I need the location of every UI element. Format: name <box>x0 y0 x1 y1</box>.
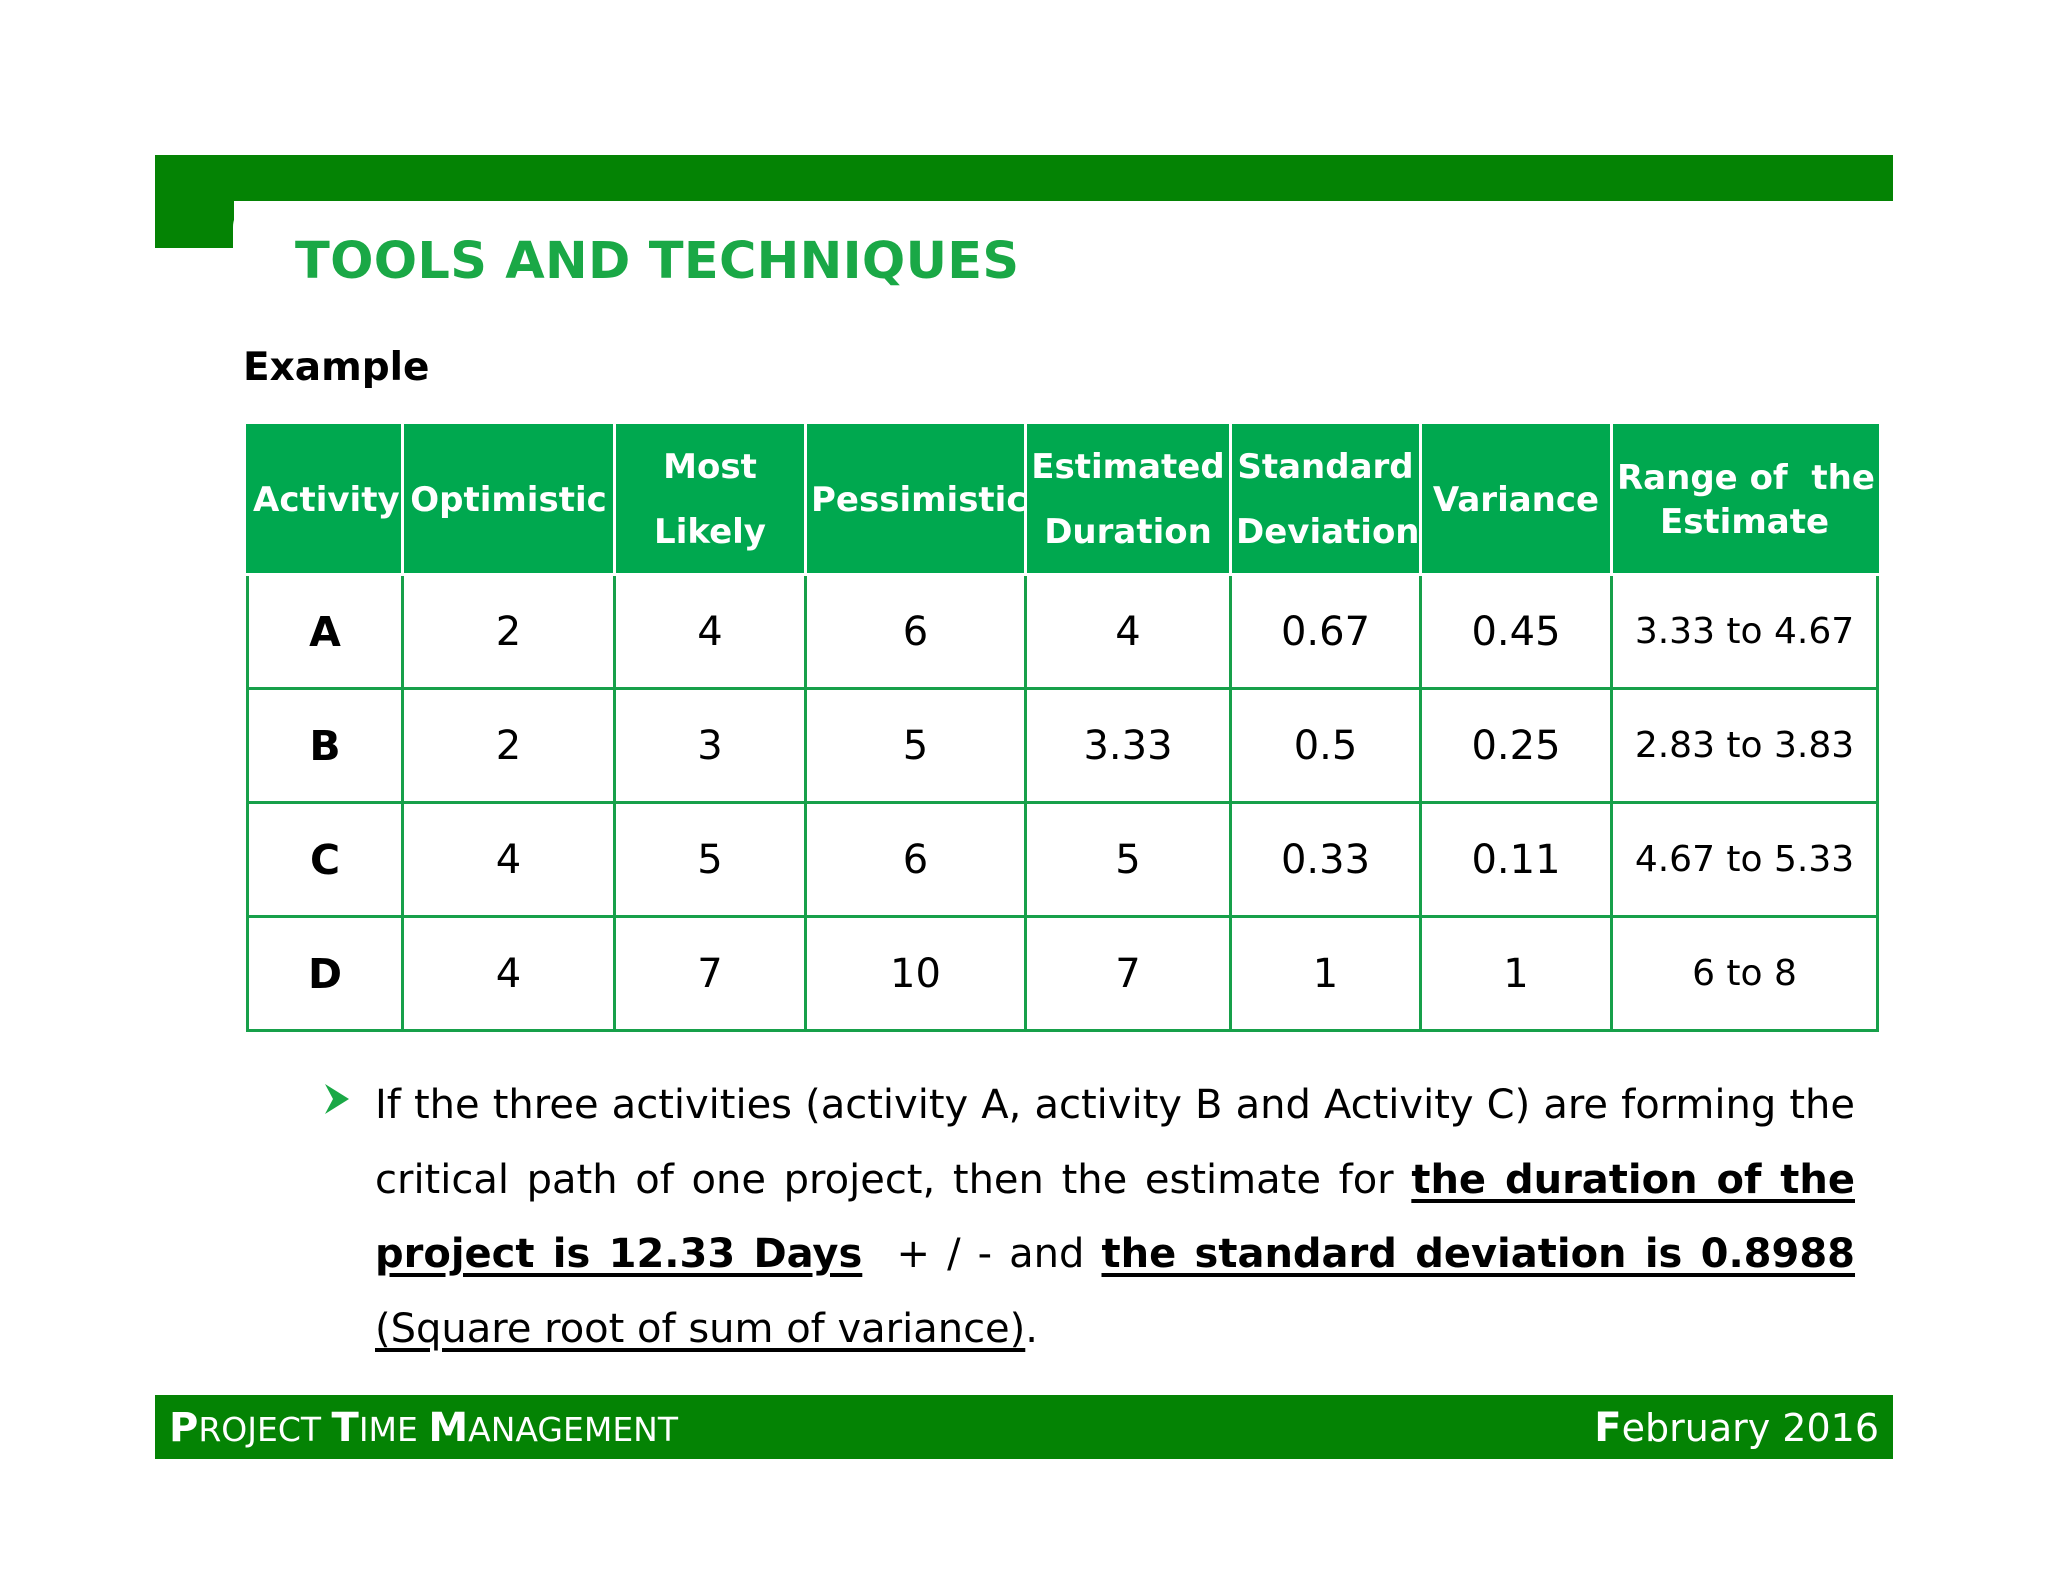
header-estimated-duration-line-2: Duration <box>1044 512 1212 552</box>
cell-standard-deviation: 0.67 <box>1231 575 1421 689</box>
header-range <box>1612 426 1878 575</box>
table-row <box>248 575 1878 689</box>
cell-estimated-duration: 7 <box>1026 917 1231 1031</box>
cell-most-likely: 7 <box>615 917 806 1031</box>
header-range-line-1: Range of the <box>1617 458 1875 498</box>
cell-activity: B <box>248 689 403 803</box>
cell-variance: 0.45 <box>1421 575 1612 689</box>
header-standard-deviation <box>1231 426 1421 575</box>
cell-estimated-duration: 4 <box>1026 575 1231 689</box>
bullet-intro: If the three activities (activity A, activity B and Activity C) are forming the critical path of one project, then the estimate for <box>375 1082 1855 1203</box>
variance-note: (Square root of sum of variance) <box>375 1305 1026 1352</box>
cell-standard-deviation: 1 <box>1231 917 1421 1031</box>
cell-variance: 0.11 <box>1421 803 1612 917</box>
cell-standard-deviation: 0.33 <box>1231 803 1421 917</box>
cell-optimistic: 2 <box>403 689 615 803</box>
header-variance <box>1421 426 1612 575</box>
header-most-likely-line-2: Likely <box>654 512 766 552</box>
cell-pessimistic: 5 <box>806 689 1026 803</box>
header-optimistic <box>403 426 615 575</box>
cell-pessimistic: 10 <box>806 917 1026 1031</box>
footer-date-cap: F <box>1594 1405 1622 1451</box>
header-most-likely <box>615 426 806 575</box>
cell-range: 4.67 to 5.33 <box>1612 803 1878 917</box>
footer-bar <box>155 1395 1893 1459</box>
footer-title-cap-1: P <box>169 1405 199 1451</box>
header-bar <box>155 155 1893 201</box>
cell-activity: C <box>248 803 403 917</box>
cell-activity: D <box>248 917 403 1031</box>
header-standard-deviation-line-1: Standard <box>1237 447 1414 487</box>
cell-pessimistic: 6 <box>806 803 1026 917</box>
cell-activity: A <box>248 575 403 689</box>
bullet-end: . <box>1025 1305 1038 1352</box>
header-activity-label: Activity <box>253 479 400 520</box>
header-pessimistic-label: Pessimistic <box>811 479 1027 520</box>
arrow-bullet-icon <box>325 1084 349 1114</box>
footer-title-rest-2: IME <box>358 1410 429 1449</box>
cell-range: 6 to 8 <box>1612 917 1878 1031</box>
footer-title-rest-3: ANAGEMENT <box>468 1410 679 1449</box>
cell-estimated-duration: 5 <box>1026 803 1231 917</box>
table-header-row <box>248 426 1878 575</box>
table-row <box>248 917 1878 1031</box>
header-variance-label: Variance <box>1432 479 1600 520</box>
cell-pessimistic: 6 <box>806 575 1026 689</box>
header-activity <box>248 426 403 575</box>
duration-emphasis: the duration of the project is 12.33 Days <box>375 1156 1855 1277</box>
footer-date <box>1594 1405 1879 1451</box>
header-most-likely-line-1: Most <box>663 447 757 487</box>
standard-deviation-emphasis: the standard deviation is 0.8988 <box>1101 1231 1856 1277</box>
cell-estimated-duration: 3.33 <box>1026 689 1231 803</box>
cell-variance: 0.25 <box>1421 689 1612 803</box>
footer-date-rest: ebruary 2016 <box>1621 1406 1879 1450</box>
cell-optimistic: 4 <box>403 917 615 1031</box>
pert-estimate-table <box>246 424 1879 1032</box>
cell-variance: 1 <box>1421 917 1612 1031</box>
header-pessimistic <box>806 426 1026 575</box>
cell-most-likely: 4 <box>615 575 806 689</box>
header-standard-deviation-line-2: Deviation <box>1236 512 1420 552</box>
cell-most-likely: 5 <box>615 803 806 917</box>
header-estimated-duration <box>1026 426 1231 575</box>
cell-range: 3.33 to 4.67 <box>1612 575 1878 689</box>
header-range-line-2: Estimate <box>1659 502 1830 542</box>
header-bar-tab <box>155 200 234 248</box>
table-row <box>248 803 1878 917</box>
footer-title-cap-2: T <box>331 1405 359 1451</box>
footer-title-cap-3: M <box>428 1405 469 1451</box>
bullet-text <box>375 1068 1855 1366</box>
plus-minus-text: + / - and <box>862 1231 1102 1277</box>
footer-title-rest-1: ROJECT <box>198 1410 332 1449</box>
cell-optimistic: 2 <box>403 575 615 689</box>
cell-most-likely: 3 <box>615 689 806 803</box>
header-optimistic-label: Optimistic <box>410 479 607 520</box>
footer-course-title <box>169 1405 678 1451</box>
slide-subtitle: Example <box>243 345 430 390</box>
slide-title: TOOLS AND TECHNIQUES <box>295 232 1020 291</box>
cell-standard-deviation: 0.5 <box>1231 689 1421 803</box>
cell-optimistic: 4 <box>403 803 615 917</box>
table-row <box>248 689 1878 803</box>
cell-range: 2.83 to 3.83 <box>1612 689 1878 803</box>
header-estimated-duration-line-1: Estimated <box>1031 447 1225 487</box>
